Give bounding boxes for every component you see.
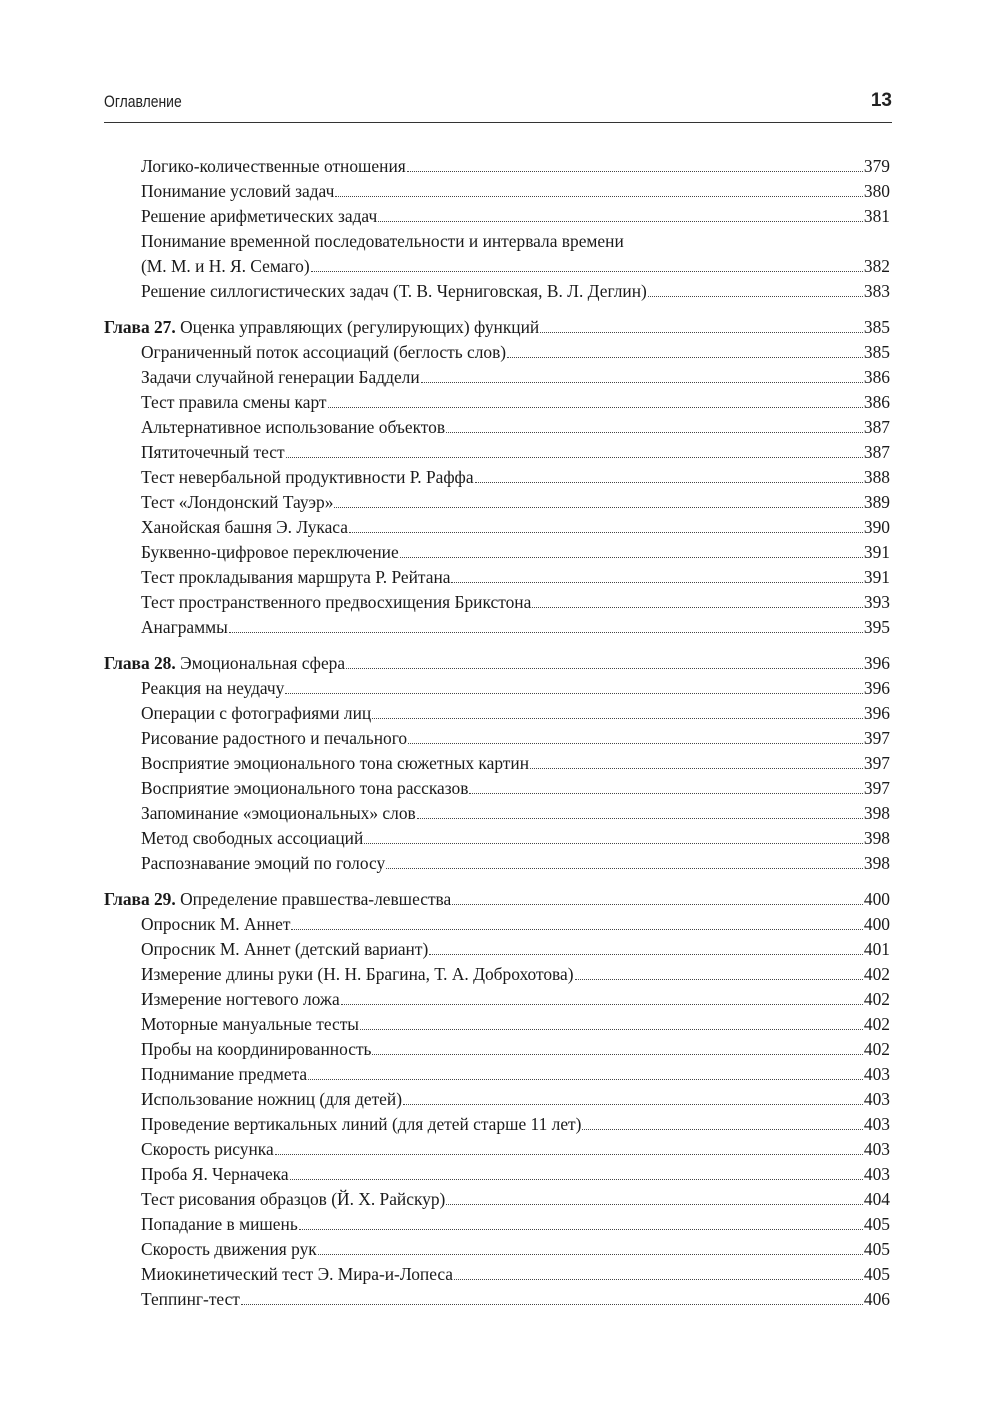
entry-title: Рисование радостного и печального: [141, 728, 408, 748]
toc-entry[interactable]: [104, 465, 890, 490]
entry-page: 403: [863, 1114, 890, 1134]
entry-title: Метод свободных ассоциаций: [141, 828, 364, 848]
chapter-page: 396: [863, 653, 890, 673]
entry-page: 396: [863, 678, 890, 698]
entry-title: Реакция на неудачу: [141, 678, 285, 698]
toc-entry[interactable]: [104, 962, 890, 987]
entry-page: 405: [863, 1214, 890, 1234]
toc-entry[interactable]: [104, 751, 890, 776]
leader-dots: [421, 381, 863, 383]
entry-title: Тест рисования образцов (Й. Х. Райскур): [141, 1189, 446, 1209]
toc-entry[interactable]: [104, 1162, 890, 1187]
toc-entry[interactable]: [104, 1087, 890, 1112]
chapter-label: Глава 29.: [104, 889, 176, 909]
leader-dots: [318, 1253, 863, 1255]
entry-page: 406: [863, 1289, 890, 1309]
entry-page: 405: [863, 1264, 890, 1284]
leader-dots: [451, 581, 862, 583]
toc-entry[interactable]: [104, 987, 890, 1012]
running-title: Оглавление: [104, 92, 182, 111]
chapter-title: Оценка управляющих (регулирующих) функций: [180, 317, 540, 337]
toc-chapter: [104, 651, 890, 876]
entry-page: 388: [863, 467, 890, 487]
toc-entry[interactable]: [104, 390, 890, 415]
entry-title: Проба Я. Черначека: [141, 1164, 289, 1184]
toc-entry[interactable]: [104, 1237, 890, 1262]
page-number: 13: [870, 90, 892, 111]
toc-entry[interactable]: [104, 912, 890, 937]
entry-page: 386: [863, 367, 890, 387]
entry-page: 402: [863, 1039, 890, 1059]
entry-title: Ограниченный поток ассоциаций (беглость слов): [141, 342, 507, 362]
toc-entry[interactable]: [104, 851, 890, 876]
toc-entry[interactable]: [104, 365, 890, 390]
entry-title: Поднимание предмета: [141, 1064, 308, 1084]
entry-title: Тест «Лондонский Тауэр»: [141, 492, 334, 512]
leader-dots: [360, 1028, 863, 1030]
entry-page: 391: [863, 567, 890, 587]
chapter-label: Глава 28.: [104, 653, 176, 673]
toc-entry[interactable]: [104, 440, 890, 465]
leader-dots: [311, 270, 863, 272]
entry-page: 402: [863, 1014, 890, 1034]
toc-entry[interactable]: [104, 1012, 890, 1037]
chapter-title: Определение правшества-левшества: [180, 889, 452, 909]
leader-dots: [403, 1103, 863, 1105]
leader-dots: [346, 667, 863, 669]
entry-title: Тест пространственного предвосхищения Брикстона: [141, 592, 532, 612]
leader-dots: [454, 1278, 863, 1280]
entry-title: Миокинетический тест Э. Мира-и-Лопеса: [141, 1264, 454, 1284]
leader-dots: [364, 842, 863, 844]
leader-dots: [372, 1053, 862, 1055]
entry-page: 397: [863, 778, 890, 798]
entry-title: Пробы на координированность: [141, 1039, 372, 1059]
entry-title: Ханойская башня Э. Лукаса: [141, 517, 348, 537]
leader-dots: [530, 767, 863, 769]
entry-page: 397: [863, 753, 890, 773]
toc-entry[interactable]: Логико-количественные отношения 379: [141, 156, 890, 176]
entry-page: 389: [863, 492, 890, 512]
entry-title: Тест прокладывания маршрута Р. Рейтана: [141, 567, 451, 587]
toc-entry[interactable]: [104, 801, 890, 826]
entry-page: 403: [863, 1139, 890, 1159]
toc-entry[interactable]: [104, 701, 890, 726]
entry-title: Задачи случайной генерации Баддели: [141, 367, 420, 387]
entry-title: Измерение длины руки (Н. Н. Брагина, Т. А. Доброхотова): [141, 964, 574, 984]
entry-title: Распознавание эмоций по голосу: [141, 853, 386, 873]
toc-entry[interactable]: [104, 1212, 890, 1237]
entry-title: Операции с фотографиями лиц: [141, 703, 372, 723]
toc-entry[interactable]: [104, 1037, 890, 1062]
leader-dots: [285, 692, 863, 694]
chapter-heading[interactable]: [104, 315, 890, 340]
entry-page: 400: [863, 914, 890, 934]
leader-dots: [400, 556, 863, 558]
entry-page: 402: [863, 964, 890, 984]
entry-page: 405: [863, 1239, 890, 1259]
entry-page: 396: [863, 703, 890, 723]
leader-dots: [582, 1128, 862, 1130]
entry-title: Анаграммы: [141, 617, 228, 637]
leader-dots: [475, 481, 863, 483]
toc-chapter: [104, 887, 890, 1312]
leader-dots: [446, 431, 863, 433]
leader-dots: [540, 331, 863, 333]
leader-dots: [446, 1203, 863, 1205]
toc-entry[interactable]: [104, 1187, 890, 1212]
entry-title: Тест правила смены карт: [141, 392, 327, 412]
entry-title: Моторные мануальные тесты: [141, 1014, 359, 1034]
leader-dots: [372, 717, 863, 719]
toc-entry[interactable]: [104, 340, 890, 365]
leader-dots: [334, 506, 863, 508]
entry-page: 386: [863, 392, 890, 412]
leader-dots: [407, 170, 863, 172]
entry-page: 393: [863, 592, 890, 612]
toc-entry[interactable]: [104, 937, 890, 962]
chapter-label: Глава 27.: [104, 317, 176, 337]
toc-entry[interactable]: [104, 826, 890, 851]
toc-entry[interactable]: [104, 726, 890, 751]
entry-page: 404: [863, 1189, 890, 1209]
chapter-page: 385: [863, 317, 890, 337]
toc-entry[interactable]: [104, 1062, 890, 1087]
leader-dots: [286, 456, 863, 458]
toc-entry[interactable]: [104, 1262, 890, 1287]
toc-entry[interactable]: Понимание условий задач 380: [141, 181, 890, 201]
leader-dots: [290, 1178, 863, 1180]
leader-dots: [328, 406, 863, 408]
entry-title: Альтернативное использование объектов: [141, 417, 446, 437]
entry-title: Запоминание «эмоциональных» слов: [141, 803, 416, 823]
toc-entry[interactable]: [104, 590, 890, 615]
leader-dots: [386, 867, 863, 869]
leader-dots: [429, 953, 863, 955]
leader-dots: [507, 356, 863, 358]
entry-page: 397: [863, 728, 890, 748]
leader-dots: [452, 903, 863, 905]
entry-title: Тест невербальной продуктивности Р. Раффа: [141, 467, 474, 487]
toc-entry[interactable]: [104, 1137, 890, 1162]
chapters-container: [104, 315, 890, 1312]
entry-title: Восприятие эмоционального тона сюжетных картин: [141, 753, 530, 773]
entry-title: Использование ножниц (для детей): [141, 1089, 403, 1109]
chapter-heading[interactable]: [104, 651, 890, 676]
chapter-heading[interactable]: [104, 887, 890, 912]
leader-dots: [241, 1303, 863, 1305]
toc-entry[interactable]: [104, 1112, 890, 1137]
leader-dots: [648, 295, 863, 297]
toc-chapter: [104, 315, 890, 640]
toc-entry-line1[interactable]: Понимание временной последовательности и интервала времени: [141, 231, 624, 251]
entry-page: 398: [863, 828, 890, 848]
leader-dots: [469, 792, 862, 794]
entry-page: 391: [863, 542, 890, 562]
entry-title: Опросник М. Аннет: [141, 914, 291, 934]
toc-entry[interactable]: Решение арифметических задач 381: [141, 206, 890, 226]
leader-dots: [229, 631, 863, 633]
leader-dots: [308, 1078, 863, 1080]
leader-dots: [299, 1228, 863, 1230]
entry-page: 395: [863, 617, 890, 637]
entry-title: Попадание в мишень: [141, 1214, 298, 1234]
entry-page: 387: [863, 417, 890, 437]
entry-title: Проведение вертикальных линий (для детей старше 11 лет): [141, 1114, 582, 1134]
entry-page: 402: [863, 989, 890, 1009]
entry-title: Скорость рисунка: [141, 1139, 274, 1159]
entry-page: 403: [863, 1164, 890, 1184]
toc-entry[interactable]: [104, 676, 890, 701]
page-header: [104, 88, 892, 123]
leader-dots: [275, 1153, 863, 1155]
entry-page: 403: [863, 1064, 890, 1084]
entry-title: Измерение ногтевого ложа: [141, 989, 340, 1009]
leader-dots: [341, 1003, 863, 1005]
entry-title: Пятиточечный тест: [141, 442, 285, 462]
toc-entry[interactable]: [104, 615, 890, 640]
toc-entry[interactable]: [104, 415, 890, 440]
leader-dots: [408, 742, 863, 744]
entry-page: 387: [863, 442, 890, 462]
leader-dots: [291, 928, 862, 930]
leader-dots: [532, 606, 863, 608]
entry-page: 398: [863, 803, 890, 823]
leader-dots: [575, 978, 863, 980]
chapter-page: 400: [863, 889, 890, 909]
toc-entry[interactable]: [104, 515, 890, 540]
toc-entry[interactable]: (М. М. и Н. Я. Семаго) 382: [141, 256, 890, 276]
entry-page: 403: [863, 1089, 890, 1109]
toc-entry[interactable]: [104, 540, 890, 565]
leader-dots: [335, 195, 863, 197]
entry-title: Опросник М. Аннет (детский вариант): [141, 939, 429, 959]
entry-title: Буквенно-цифровое переключение: [141, 542, 399, 562]
toc-entry[interactable]: [104, 565, 890, 590]
entry-page: 401: [863, 939, 890, 959]
toc-entry[interactable]: Решение силлогистических задач (Т. В. Черниговская, В. Л. Деглин) 383: [141, 281, 890, 301]
toc-entry[interactable]: [104, 776, 890, 801]
entry-page: 390: [863, 517, 890, 537]
leader-dots: [349, 531, 863, 533]
entry-page: 398: [863, 853, 890, 873]
leader-dots: [378, 220, 863, 222]
entry-title: Скорость движения рук: [141, 1239, 317, 1259]
entry-title: Восприятие эмоционального тона рассказов: [141, 778, 469, 798]
table-of-contents: [104, 154, 890, 1323]
leader-dots: [417, 817, 863, 819]
toc-entry[interactable]: [104, 1287, 890, 1312]
toc-entry[interactable]: [104, 490, 890, 515]
toc-group-continued: [104, 154, 890, 304]
entry-title: Теппинг-тест: [141, 1289, 240, 1309]
entry-page: 385: [863, 342, 890, 362]
chapter-title: Эмоциональная сфера: [180, 653, 346, 673]
